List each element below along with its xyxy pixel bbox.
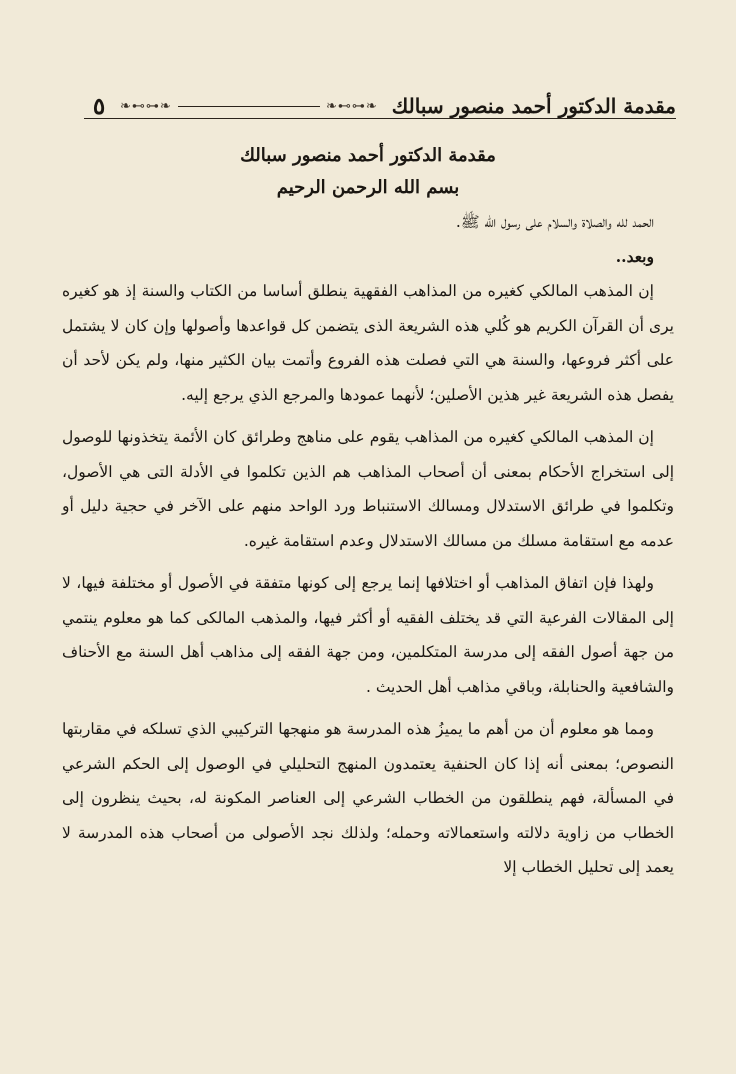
header-rule <box>178 106 320 107</box>
page-header <box>84 86 676 126</box>
basmala: بسم الله الرحمن الرحيم <box>276 177 460 198</box>
paragraph: إن المذهب المالكي كغيره من المذاهب يقوم على مناهج وطرائق كان الأئمة يتخذونها للوصول إلى استخراج الأحكام بمعنى أن أصحاب المذاهب هم الذين تكلموا في الأدلة التى هي الأصول، وتكلموا في طرائق الاستدلال ومسالك الاستنباط ورد الواحد منهم على الآخر في حجية دليل أو عدمه مع استقامة مسلك من مسالك الاستدلال وعدم استقامة غيره. <box>62 428 674 550</box>
title-block <box>60 140 676 204</box>
header-underline <box>84 118 676 119</box>
paragraph: ولهذا فإن اتفاق المذاهب أو اختلافها إنما يرجع إلى كونها متفقة في الأصول أو مختلفة فيها، لا إلى المقالات الفرعية التي قد يختلف الفقيه أو أكثر فيها، والمذهب المالكى كما هو معلوم ينتمي من جهة أصول الفقه إلى مدرسة المتكلمين، ومن جهة الفقه إلى مذاهب أهل السنة مع الأحناف والشافعية والحنابلة، وباقي مذاهب أهل الحديث . <box>62 574 674 696</box>
paragraph: ومما هو معلوم أن من أهم ما يميزُ هذه المدرسة هو منهجها التركيبي الذي تسلكه في مقاربتها النصوص؛ بمعنى أنه إذا كان الحنفية يعتمدون المنهج التحليلي في الوصول إلى الحكم الشرعي في المسألة، فهم ينطلقون من الخطاب الشرعي إلى العناصر المكونة له، بحيث ينظرون إلى الخطاب من زاوية دلالته واستعمالاته وحمله؛ ولذلك نجد الأصولى من أصحاب هذه المدرسة لا يعمد إلى تحليل الخطاب إلا <box>62 720 674 876</box>
paragraph: الحمد لله والصلاة والسلام على رسول الله ﷺ. <box>455 213 654 231</box>
chapter-title: مقدمة الدكتور أحمد منصور سبالك <box>240 145 496 166</box>
running-title: مقدمة الدكتور أحمد منصور سبالك <box>391 94 676 118</box>
ornament-right-icon: ❧⊷⊶❧ <box>325 98 378 114</box>
paragraph: وبعد.. <box>615 246 654 266</box>
page-number: ٥ <box>92 92 106 120</box>
paragraph: إن المذهب المالكي كغيره من المذاهب الفقهية ينطلق أساسا من الكتاب والسنة إذ هو كغيره يرى أن القرآن الكريم هو كُلي هذه الشريعة الذى يتضمن كل قواعدها وأصولها وإن كان لا يشتمل على أكثر فروعها، والسنة هي التي فصلت هذه الفروع وأتمت بيان الكثير منها، ولم يكن لأحد أن يفصل هذه الشريعة غير هذين الأصلين؛ لأنهما عمودها والمرجع الذي يرجع إليه. <box>62 282 674 404</box>
ornament-left-icon: ❧⊷⊶❧ <box>120 98 172 114</box>
body-text <box>62 205 674 885</box>
